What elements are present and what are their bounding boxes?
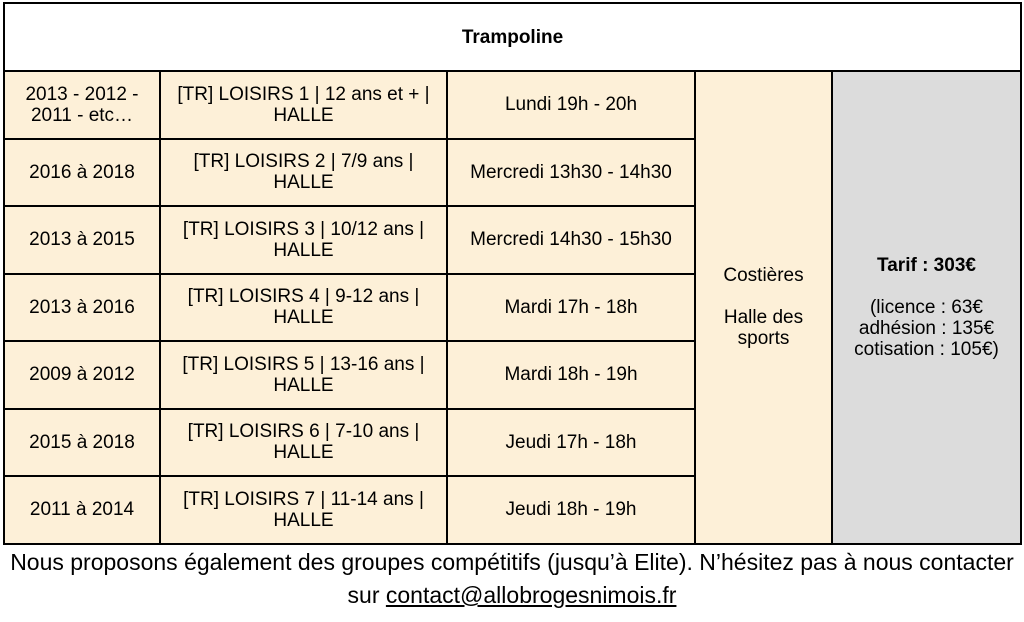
price-total: Tarif : 303€ — [877, 254, 976, 276]
price-cell — [832, 71, 1021, 544]
schedule-cell: Lundi 19h - 20h — [447, 71, 695, 139]
schedule-cell: Mercredi 14h30 - 15h30 — [447, 206, 695, 274]
birth-years-cell: 2016 à 2018 — [4, 139, 160, 207]
group-name-cell: [TR] LOISIRS 7 | 11-14 ans | HALLE — [160, 476, 447, 544]
birth-years-cell: 2013 - 2012 - 2011 - etc… — [4, 71, 160, 139]
table-title: Trampoline — [4, 3, 1021, 71]
location-venue: Halle des sports — [723, 307, 804, 350]
group-name-cell: [TR] LOISIRS 6 | 7-10 ans | HALLE — [160, 409, 447, 477]
contact-email-link[interactable]: contact@allobrogesnimois.fr — [385, 582, 677, 608]
birth-years-cell: 2013 à 2016 — [4, 274, 160, 342]
price-adhesion: adhésion : 135€ — [858, 317, 995, 339]
birth-years-cell: 2013 à 2015 — [4, 206, 160, 274]
group-name-cell: [TR] LOISIRS 3 | 10/12 ans | HALLE — [160, 206, 447, 274]
footer-note — [0, 546, 1024, 612]
price-cotisation: cotisation : 105€) — [854, 338, 999, 360]
title-row — [4, 3, 1021, 71]
location-cell — [695, 71, 832, 544]
schedule-cell: Jeudi 17h - 18h — [447, 409, 695, 477]
schedule-cell: Jeudi 18h - 19h — [447, 476, 695, 544]
schedule-cell: Mardi 17h - 18h — [447, 274, 695, 342]
schedule-cell: Mercredi 13h30 - 14h30 — [447, 139, 695, 207]
location-name: Costières — [723, 265, 804, 287]
group-name-cell: [TR] LOISIRS 5 | 13-16 ans | HALLE — [160, 341, 447, 409]
group-name-cell: [TR] LOISIRS 4 | 9-12 ans | HALLE — [160, 274, 447, 342]
price-licence: (licence : 63€ — [869, 296, 983, 318]
birth-years-cell: 2015 à 2018 — [4, 409, 160, 477]
group-name-cell: [TR] LOISIRS 2 | 7/9 ans | HALLE — [160, 139, 447, 207]
birth-years-cell: 2009 à 2012 — [4, 341, 160, 409]
table-row — [4, 71, 1021, 139]
birth-years-cell: 2011 à 2014 — [4, 476, 160, 544]
footer-text: Nous proposons également des groupes compétitifs (jusqu’à Elite). N’hésitez pas à nous contacter sur — [10, 549, 1014, 608]
group-name-cell: [TR] LOISIRS 1 | 12 ans et + | HALLE — [160, 71, 447, 139]
trampoline-schedule-table — [3, 2, 1022, 545]
schedule-cell: Mardi 18h - 19h — [447, 341, 695, 409]
